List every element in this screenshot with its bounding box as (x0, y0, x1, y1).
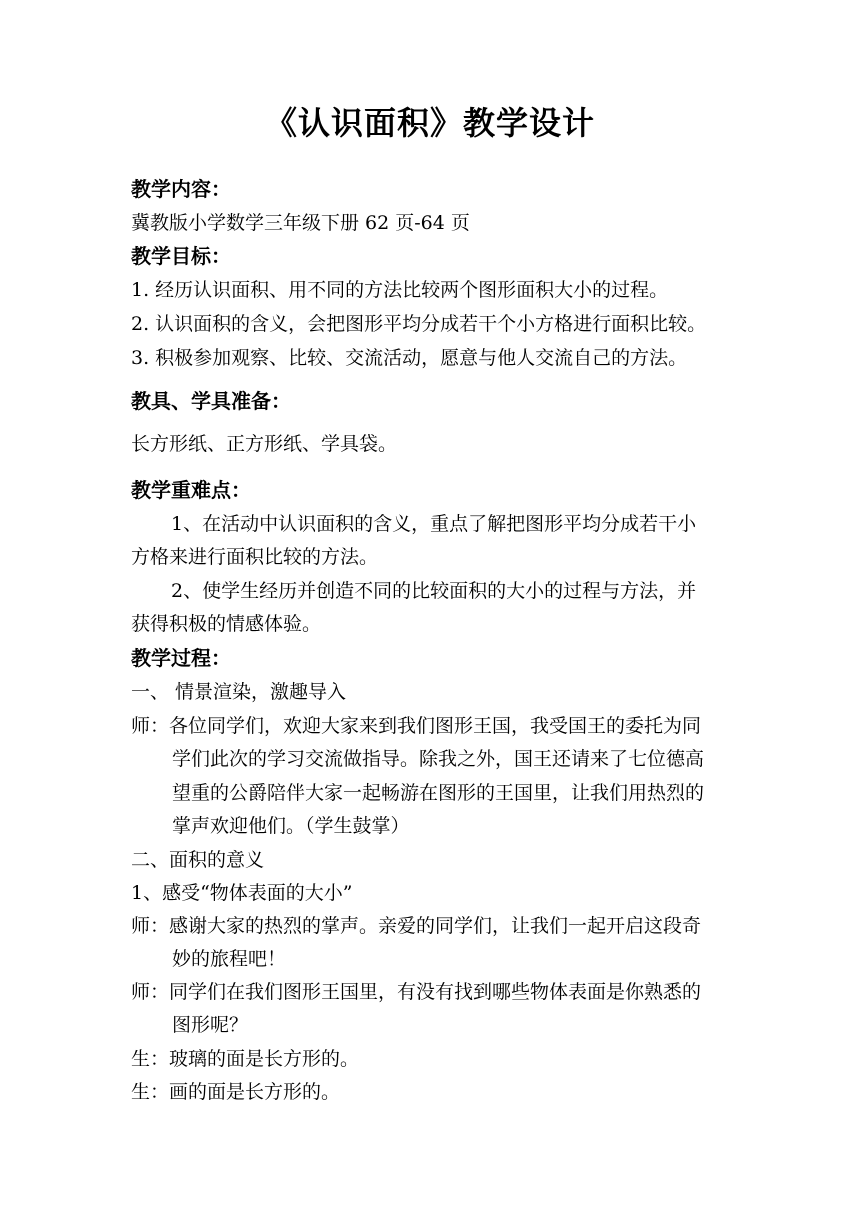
goals-heading: 教学目标： (131, 244, 231, 268)
section-heading: 一、 情景渲染，激趣导入 (131, 681, 347, 703)
teacher-line: 师：各位同学们，欢迎大家来到我们图形王国，我受国王的委托为同 (131, 715, 702, 737)
section-heading: 二、面积的意义 (131, 849, 265, 871)
tools-heading: 教具、学具准备： (131, 389, 291, 413)
teacher-line: 图形呢？ (172, 1014, 249, 1036)
teacher-line: 学们此次的学习交流做指导。除我之外，国王还请来了七位德高 (172, 748, 705, 770)
page-title: 《认识面积》教学设计 (264, 104, 595, 142)
teacher-line: 师：感谢大家的热烈的掌声。亲爱的同学们，让我们一起开启这段奇 (131, 915, 702, 937)
goal-item: 1. 经历认识面积、用不同的方法比较两个图形面积大小的过程。 (131, 279, 669, 301)
goal-item: 3. 积极参加观察、比较、交流活动，愿意与他人交流自己的方法。 (131, 347, 688, 369)
keypoint-line: 1、在活动中认识面积的含义，重点了解把图形平均分成若干小 (171, 513, 697, 535)
tools-text: 长方形纸、正方形纸、学具袋。 (131, 433, 398, 455)
student-line: 生：画的面是长方形的。 (131, 1081, 341, 1103)
teacher-line: 望重的公爵陪伴大家一起畅游在图形的王国里，让我们用热烈的 (172, 782, 705, 804)
teacher-line: 师：同学们在我们图形王国里，有没有找到哪些物体表面是你熟悉的 (131, 981, 702, 1003)
keypoint-line: 2、使学生经历并创造不同的比较面积的大小的过程与方法，并 (171, 580, 697, 602)
student-line: 生：玻璃的面是长方形的。 (131, 1048, 360, 1070)
process-heading: 教学过程： (131, 646, 231, 670)
content-heading: 教学内容： (131, 177, 231, 201)
keypoint-line: 获得积极的情感体验。 (131, 613, 322, 635)
teacher-line: 妙的旅程吧！ (172, 948, 287, 970)
content-text: 冀教版小学数学三年级下册 62 页-64 页 (131, 212, 470, 234)
goal-item: 2. 认识面积的含义，会把图形平均分成若干个小方格进行面积比较。 (131, 313, 707, 335)
keypoints-heading: 教学重难点： (131, 478, 251, 502)
keypoint-line: 方格来进行面积比较的方法。 (131, 546, 379, 568)
teacher-line: 掌声欢迎他们。（学生鼓掌） (172, 815, 410, 837)
sub-heading: 1、感受“物体表面的大小” (131, 882, 353, 904)
